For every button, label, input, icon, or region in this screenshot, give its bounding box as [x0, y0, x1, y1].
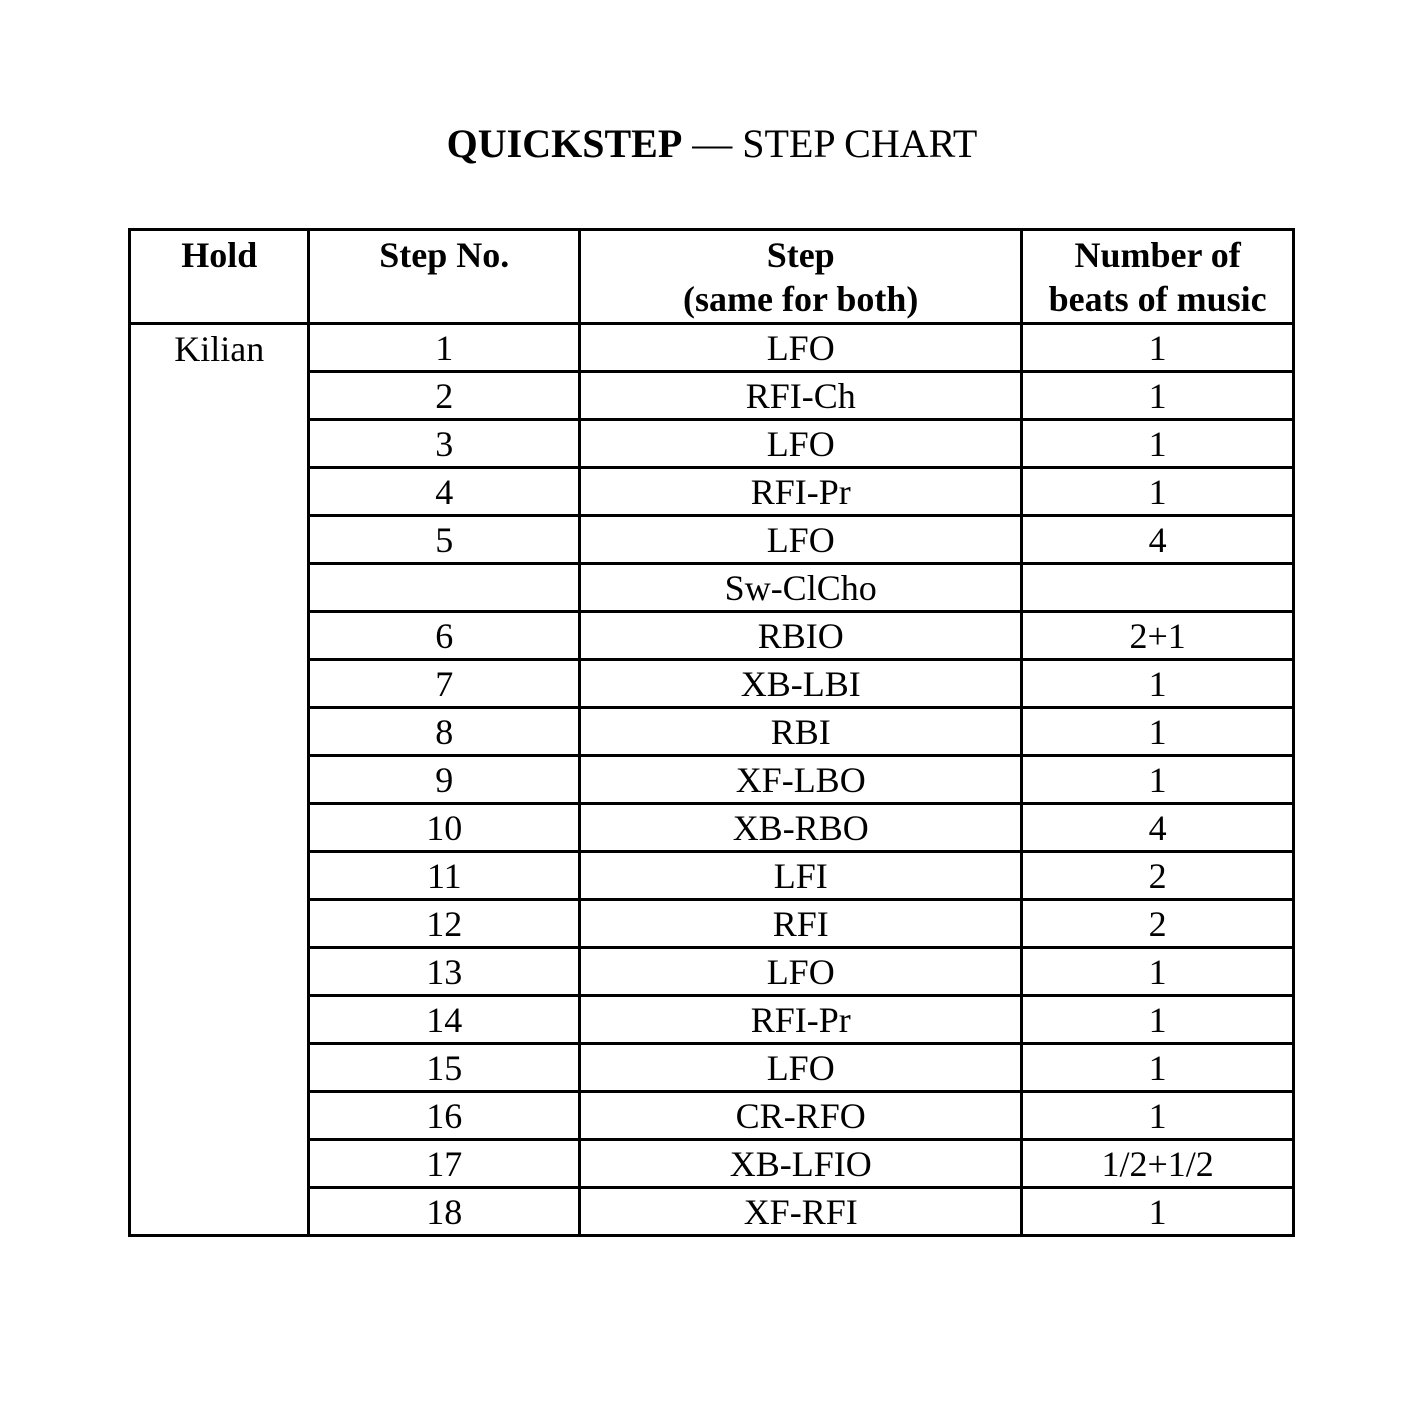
beats-cell: 1	[1022, 372, 1294, 420]
step-number-cell	[309, 564, 580, 612]
header-beats	[1022, 230, 1294, 324]
step-number-cell: 5	[309, 516, 580, 564]
step-name-cell: LFO	[580, 516, 1022, 564]
beats-cell: 1	[1022, 708, 1294, 756]
header-step-no-label: Step No.	[379, 235, 510, 275]
beats-cell: 1	[1022, 756, 1294, 804]
step-number-cell: 9	[309, 756, 580, 804]
hold-cell: Kilian	[130, 324, 309, 1236]
step-name-cell: LFO	[580, 1044, 1022, 1092]
step-name-cell: RFI-Ch	[580, 372, 1022, 420]
header-step-label-line1: Step	[766, 235, 835, 275]
step-number-cell: 3	[309, 420, 580, 468]
step-name-cell: RBI	[580, 708, 1022, 756]
header-hold	[130, 230, 309, 324]
header-hold-label: Hold	[181, 235, 258, 275]
step-number-cell: 1	[309, 324, 580, 372]
beats-cell: 1	[1022, 420, 1294, 468]
step-name-cell: RFI	[580, 900, 1022, 948]
beats-cell: 1	[1022, 996, 1294, 1044]
beats-cell: 1	[1022, 468, 1294, 516]
step-number-cell: 4	[309, 468, 580, 516]
page-title	[0, 118, 1424, 170]
step-name-cell: XB-LFIO	[580, 1140, 1022, 1188]
step-number-cell: 15	[309, 1044, 580, 1092]
beats-cell: 4	[1022, 804, 1294, 852]
step-name-cell: XF-LBO	[580, 756, 1022, 804]
step-number-cell: 7	[309, 660, 580, 708]
beats-cell	[1022, 564, 1294, 612]
beats-cell: 1	[1022, 948, 1294, 996]
step-number-cell: 10	[309, 804, 580, 852]
beats-cell: 1	[1022, 1188, 1294, 1236]
step-name-cell: LFO	[580, 948, 1022, 996]
step-number-cell: 2	[309, 372, 580, 420]
header-step	[580, 230, 1022, 324]
step-name-cell: LFO	[580, 420, 1022, 468]
step-name-cell: LFO	[580, 324, 1022, 372]
beats-cell: 1	[1022, 1044, 1294, 1092]
header-beats-label-line1: Number of	[1074, 235, 1241, 275]
step-number-cell: 11	[309, 852, 580, 900]
beats-cell: 1	[1022, 324, 1294, 372]
beats-cell: 2	[1022, 900, 1294, 948]
step-number-cell: 12	[309, 900, 580, 948]
beats-cell: 2+1	[1022, 612, 1294, 660]
step-chart-table	[128, 228, 1295, 1237]
step-name-cell: XB-RBO	[580, 804, 1022, 852]
step-name-cell: Sw-ClCho	[580, 564, 1022, 612]
step-number-cell: 18	[309, 1188, 580, 1236]
step-name-cell: XF-RFI	[580, 1188, 1022, 1236]
beats-cell: 1	[1022, 660, 1294, 708]
step-name-cell: RFI-Pr	[580, 468, 1022, 516]
header-row	[130, 230, 1294, 324]
step-name-cell: CR-RFO	[580, 1092, 1022, 1140]
step-name-cell: RBIO	[580, 612, 1022, 660]
step-name-cell: RFI-Pr	[580, 996, 1022, 1044]
beats-cell: 1	[1022, 1092, 1294, 1140]
step-name-cell: XB-LBI	[580, 660, 1022, 708]
step-number-cell: 6	[309, 612, 580, 660]
beats-cell: 2	[1022, 852, 1294, 900]
step-number-cell: 17	[309, 1140, 580, 1188]
header-beats-label-line2: beats of music	[1048, 279, 1267, 319]
title-separator: —	[692, 121, 733, 166]
step-number-cell: 14	[309, 996, 580, 1044]
header-step-no	[309, 230, 580, 324]
step-number-cell: 16	[309, 1092, 580, 1140]
table-row	[130, 324, 1294, 372]
table-header	[130, 230, 1294, 324]
beats-cell: 4	[1022, 516, 1294, 564]
title-main: QUICKSTEP	[446, 121, 683, 166]
table-body	[130, 324, 1294, 1236]
title-subtitle: STEP CHART	[742, 121, 978, 166]
step-name-cell: LFI	[580, 852, 1022, 900]
beats-cell: 1/2+1/2	[1022, 1140, 1294, 1188]
step-number-cell: 13	[309, 948, 580, 996]
step-number-cell: 8	[309, 708, 580, 756]
header-step-label-line2: (same for both)	[683, 279, 919, 319]
